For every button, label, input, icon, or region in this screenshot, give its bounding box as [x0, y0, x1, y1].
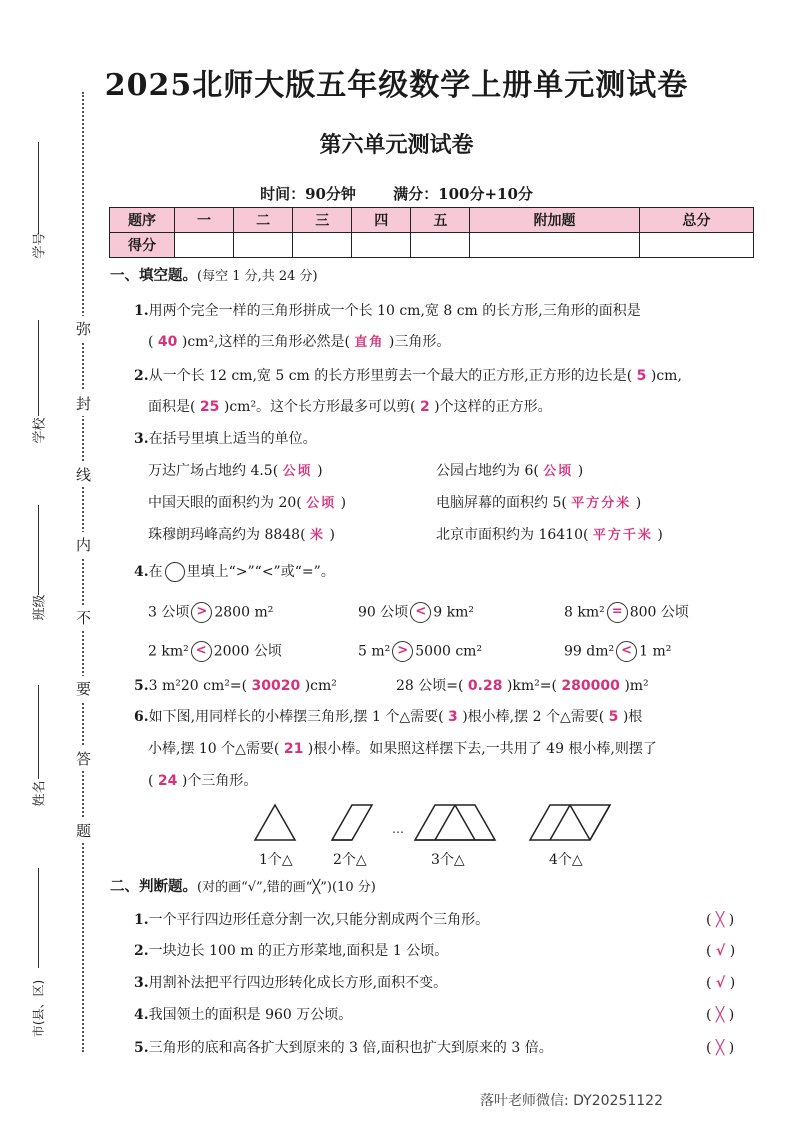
q1-text: )cm²,这样的三角形必然是( [181, 334, 350, 350]
q3-text: 在括号里填上适当的单位。 [148, 431, 317, 447]
score-header-cell: 一 [175, 208, 234, 233]
exam-info [0, 183, 793, 204]
section-1-heading [110, 266, 318, 287]
q2-text: 从一个长 12 cm,宽 5 cm 的长方形里剪去一个最大的正方形,正方形的边长是( [148, 368, 633, 384]
q2-answer-1[interactable]: 5 [636, 368, 647, 384]
footer-contact: 落叶老师微信: DY20251122 [480, 1093, 663, 1109]
score-header-cell: 四 [352, 208, 411, 233]
triangle-2-outline [332, 805, 372, 840]
q3-answer[interactable]: 公顷 [306, 496, 337, 511]
q4-line: 4.在 里填上“>”“<”或“=”。 [134, 564, 335, 580]
q1-text: 用两个完全一样的三角形拼成一个长 10 cm,宽 8 cm 的长方形,三角形的面积是 [148, 303, 641, 319]
compare-circle[interactable]: > [191, 602, 212, 623]
q5-answer-3[interactable]: 280000 [561, 678, 620, 694]
judge-mark[interactable]: ( ╳ ) [706, 1007, 735, 1023]
q3-item: 万达广场占地约 4.5( 公顷 ) [148, 463, 323, 479]
seal-char: 题 [76, 818, 91, 843]
q6-line3: ( 24 )个三角形。 [148, 773, 258, 789]
q3-answer[interactable]: 米 [310, 528, 326, 543]
q3-number: 3. [134, 431, 149, 447]
q6-answer-2[interactable]: 5 [608, 709, 619, 725]
judge-item: 2.一块边长 100 m 的正方形菜地,面积是 1 公顷。 [134, 943, 449, 959]
seal-char: 内 [76, 532, 91, 557]
score-header-cell: 三 [293, 208, 352, 233]
score-header-cell: 总分 [639, 208, 753, 233]
judge-item: 3.用割补法把平行四边形转化成长方形,面积不变。 [134, 975, 448, 991]
score-cell[interactable] [411, 233, 470, 258]
judge-mark[interactable]: ( ╳ ) [706, 912, 735, 928]
figure-label: 2个△ [333, 852, 367, 868]
q1-answer-1[interactable]: 40 [157, 334, 178, 350]
q6-answer-4[interactable]: 24 [157, 773, 178, 789]
q2-line1 [134, 366, 682, 386]
seal-char: 答 [76, 746, 91, 771]
q2-number: 2. [134, 368, 149, 384]
q6-answer-1[interactable]: 3 [448, 709, 458, 725]
q1-text: )三角形。 [388, 334, 451, 350]
q4-number: 4. [134, 564, 149, 580]
score-row-label: 得分 [110, 233, 175, 258]
seal-char: 不 [76, 605, 91, 630]
q6-line2: 小棒,摆 10 个△需要( 21 )根小棒。如果照这样摆下去,一共用了 49 根小棒,则摆了 [148, 741, 657, 757]
side-label-city: 市(县、区) [31, 979, 46, 1038]
side-fill-line [38, 320, 39, 416]
compare-circle[interactable]: < [616, 641, 637, 662]
exam-full-score: 满分：100分+10分 [393, 185, 533, 203]
q2-text: )cm, [650, 368, 682, 384]
q4-item: 99 dm² < 1 m² [564, 641, 671, 662]
score-table [109, 207, 754, 258]
side-fill-line [38, 505, 39, 595]
compare-circle[interactable]: > [392, 641, 413, 662]
side-fill-line [38, 685, 39, 779]
q1-line2 [148, 332, 450, 353]
triangle-4-outline [530, 805, 610, 840]
q2-text: 面积是( [148, 399, 196, 415]
q2-answer-3[interactable]: 2 [419, 399, 430, 415]
judge-mark[interactable]: ( ╳ ) [706, 1040, 735, 1056]
q5-answer-2[interactable]: 0.28 [467, 678, 503, 694]
q4-item: 2 km² < 2000 公顷 [148, 641, 282, 662]
circle-icon [165, 562, 185, 582]
q1-line1 [134, 301, 641, 321]
side-label-student-id: 学号 [32, 232, 48, 259]
q3-item: 北京市面积约为 16410( 平方千米 ) [436, 527, 663, 543]
figure-label: 4个△ [549, 852, 583, 868]
score-header-cell: 五 [411, 208, 470, 233]
q5-number: 5. [134, 678, 149, 694]
q3-answer[interactable]: 公顷 [282, 464, 313, 479]
triangle-1 [255, 805, 295, 840]
score-header-cell: 附加题 [470, 208, 639, 233]
triangle-figure [240, 800, 660, 848]
side-label-class: 班级 [32, 594, 48, 621]
section-2-note: (对的画“√”,错的画“╳”)(10 分) [197, 880, 376, 895]
score-cell[interactable] [234, 233, 293, 258]
q1-answer-2[interactable]: 直角 [354, 335, 385, 350]
q2-answer-2[interactable]: 25 [199, 399, 220, 415]
judge-mark[interactable]: ( √ ) [706, 943, 736, 959]
judge-item: 5.三角形的底和高各扩大到原来的 3 倍,面积也扩大到原来的 3 倍。 [134, 1040, 553, 1056]
seal-char: 弥 [76, 316, 91, 341]
compare-circle[interactable]: < [410, 602, 431, 623]
side-label-name: 姓名 [32, 780, 48, 807]
q5-line-2: 28 公顷=( 0.28 )km²=( 280000 )m² [396, 678, 649, 694]
q4-item: 3 公顷 > 2800 m² [148, 602, 273, 623]
q3-answer[interactable]: 平方千米 [592, 528, 653, 543]
q1-text: ( [148, 334, 154, 350]
q3-item: 中国天眼的面积约为 20( 公顷 ) [148, 495, 347, 511]
judge-mark[interactable]: ( √ ) [706, 975, 736, 991]
q6-answer-3[interactable]: 21 [283, 741, 304, 757]
score-cell[interactable] [293, 233, 352, 258]
score-cell[interactable] [639, 233, 753, 258]
q1-number: 1. [134, 303, 149, 319]
page-title: 2025北师大版五年级数学上册单元测试卷 [104, 68, 689, 103]
score-header-cell: 二 [234, 208, 293, 233]
side-fill-line [38, 142, 39, 234]
q4-item: 90 公顷 < 9 km² [358, 602, 474, 623]
judge-item: 1.一个平行四边形任意分割一次,只能分割成两个三角形。 [134, 912, 490, 928]
q6-number: 6. [134, 709, 149, 725]
q3-item: 电脑屏幕的面积约 5( 平方分米 ) [436, 495, 642, 511]
score-cell[interactable] [470, 233, 639, 258]
figure-label: 3个△ [431, 852, 465, 868]
q2-text: )cm²。这个长方形最多可以剪( [223, 399, 416, 415]
score-table-row [110, 233, 754, 258]
section-1-title: 一、填空题。 [110, 267, 197, 284]
judge-item: 4.我国领土的面积是 960 万公顷。 [134, 1007, 353, 1023]
seal-char: 要 [76, 676, 91, 701]
section-2-title: 二、判断题。 [110, 878, 197, 895]
figure-label: 1个△ [259, 852, 293, 868]
seal-char: 线 [76, 462, 91, 487]
seal-char: 封 [76, 391, 91, 416]
q3-answer[interactable]: 公顷 [543, 464, 574, 479]
q3-item: 公园占地约为 6( 公顷 ) [436, 463, 584, 479]
section-2-heading [110, 877, 376, 898]
seal-dotted-line [82, 92, 84, 1052]
q5-line: 5.3 m²20 cm²=( 30020 )cm² [134, 678, 337, 694]
q3-line [134, 429, 317, 449]
score-cell[interactable] [352, 233, 411, 258]
q2-text: )个这样的正方形。 [434, 399, 552, 415]
score-cell[interactable] [175, 233, 234, 258]
compare-circle[interactable]: = [607, 602, 628, 623]
q4-item: 5 m² > 5000 cm² [358, 641, 482, 662]
side-label-school: 学校 [32, 417, 48, 444]
q6-line1: 6.如下图,用同样长的小棒摆三角形,摆 1 个△需要( 3 )根小棒,摆 2 个△需要( 5 )根 [134, 709, 643, 725]
q3-item: 珠穆朗玛峰高约为 8848( 米 ) [148, 527, 335, 543]
score-table-header [110, 208, 754, 233]
q4-item: 8 km² = 800 公顷 [564, 602, 689, 623]
q3-answer[interactable]: 平方分米 [571, 496, 632, 511]
section-1-note: (每空 1 分,共 24 分) [197, 269, 318, 284]
q2-line2 [148, 397, 552, 417]
score-header-cell: 题序 [110, 208, 175, 233]
exam-time: 时间：90分钟 [260, 185, 356, 203]
triangle-3-outline [415, 805, 495, 840]
page-subtitle: 第六单元测试卷 [319, 132, 474, 158]
compare-circle[interactable]: < [191, 641, 212, 662]
figure-ellipsis: … [392, 822, 404, 836]
side-fill-line [38, 868, 39, 968]
q5-answer-1[interactable]: 30020 [251, 678, 301, 694]
